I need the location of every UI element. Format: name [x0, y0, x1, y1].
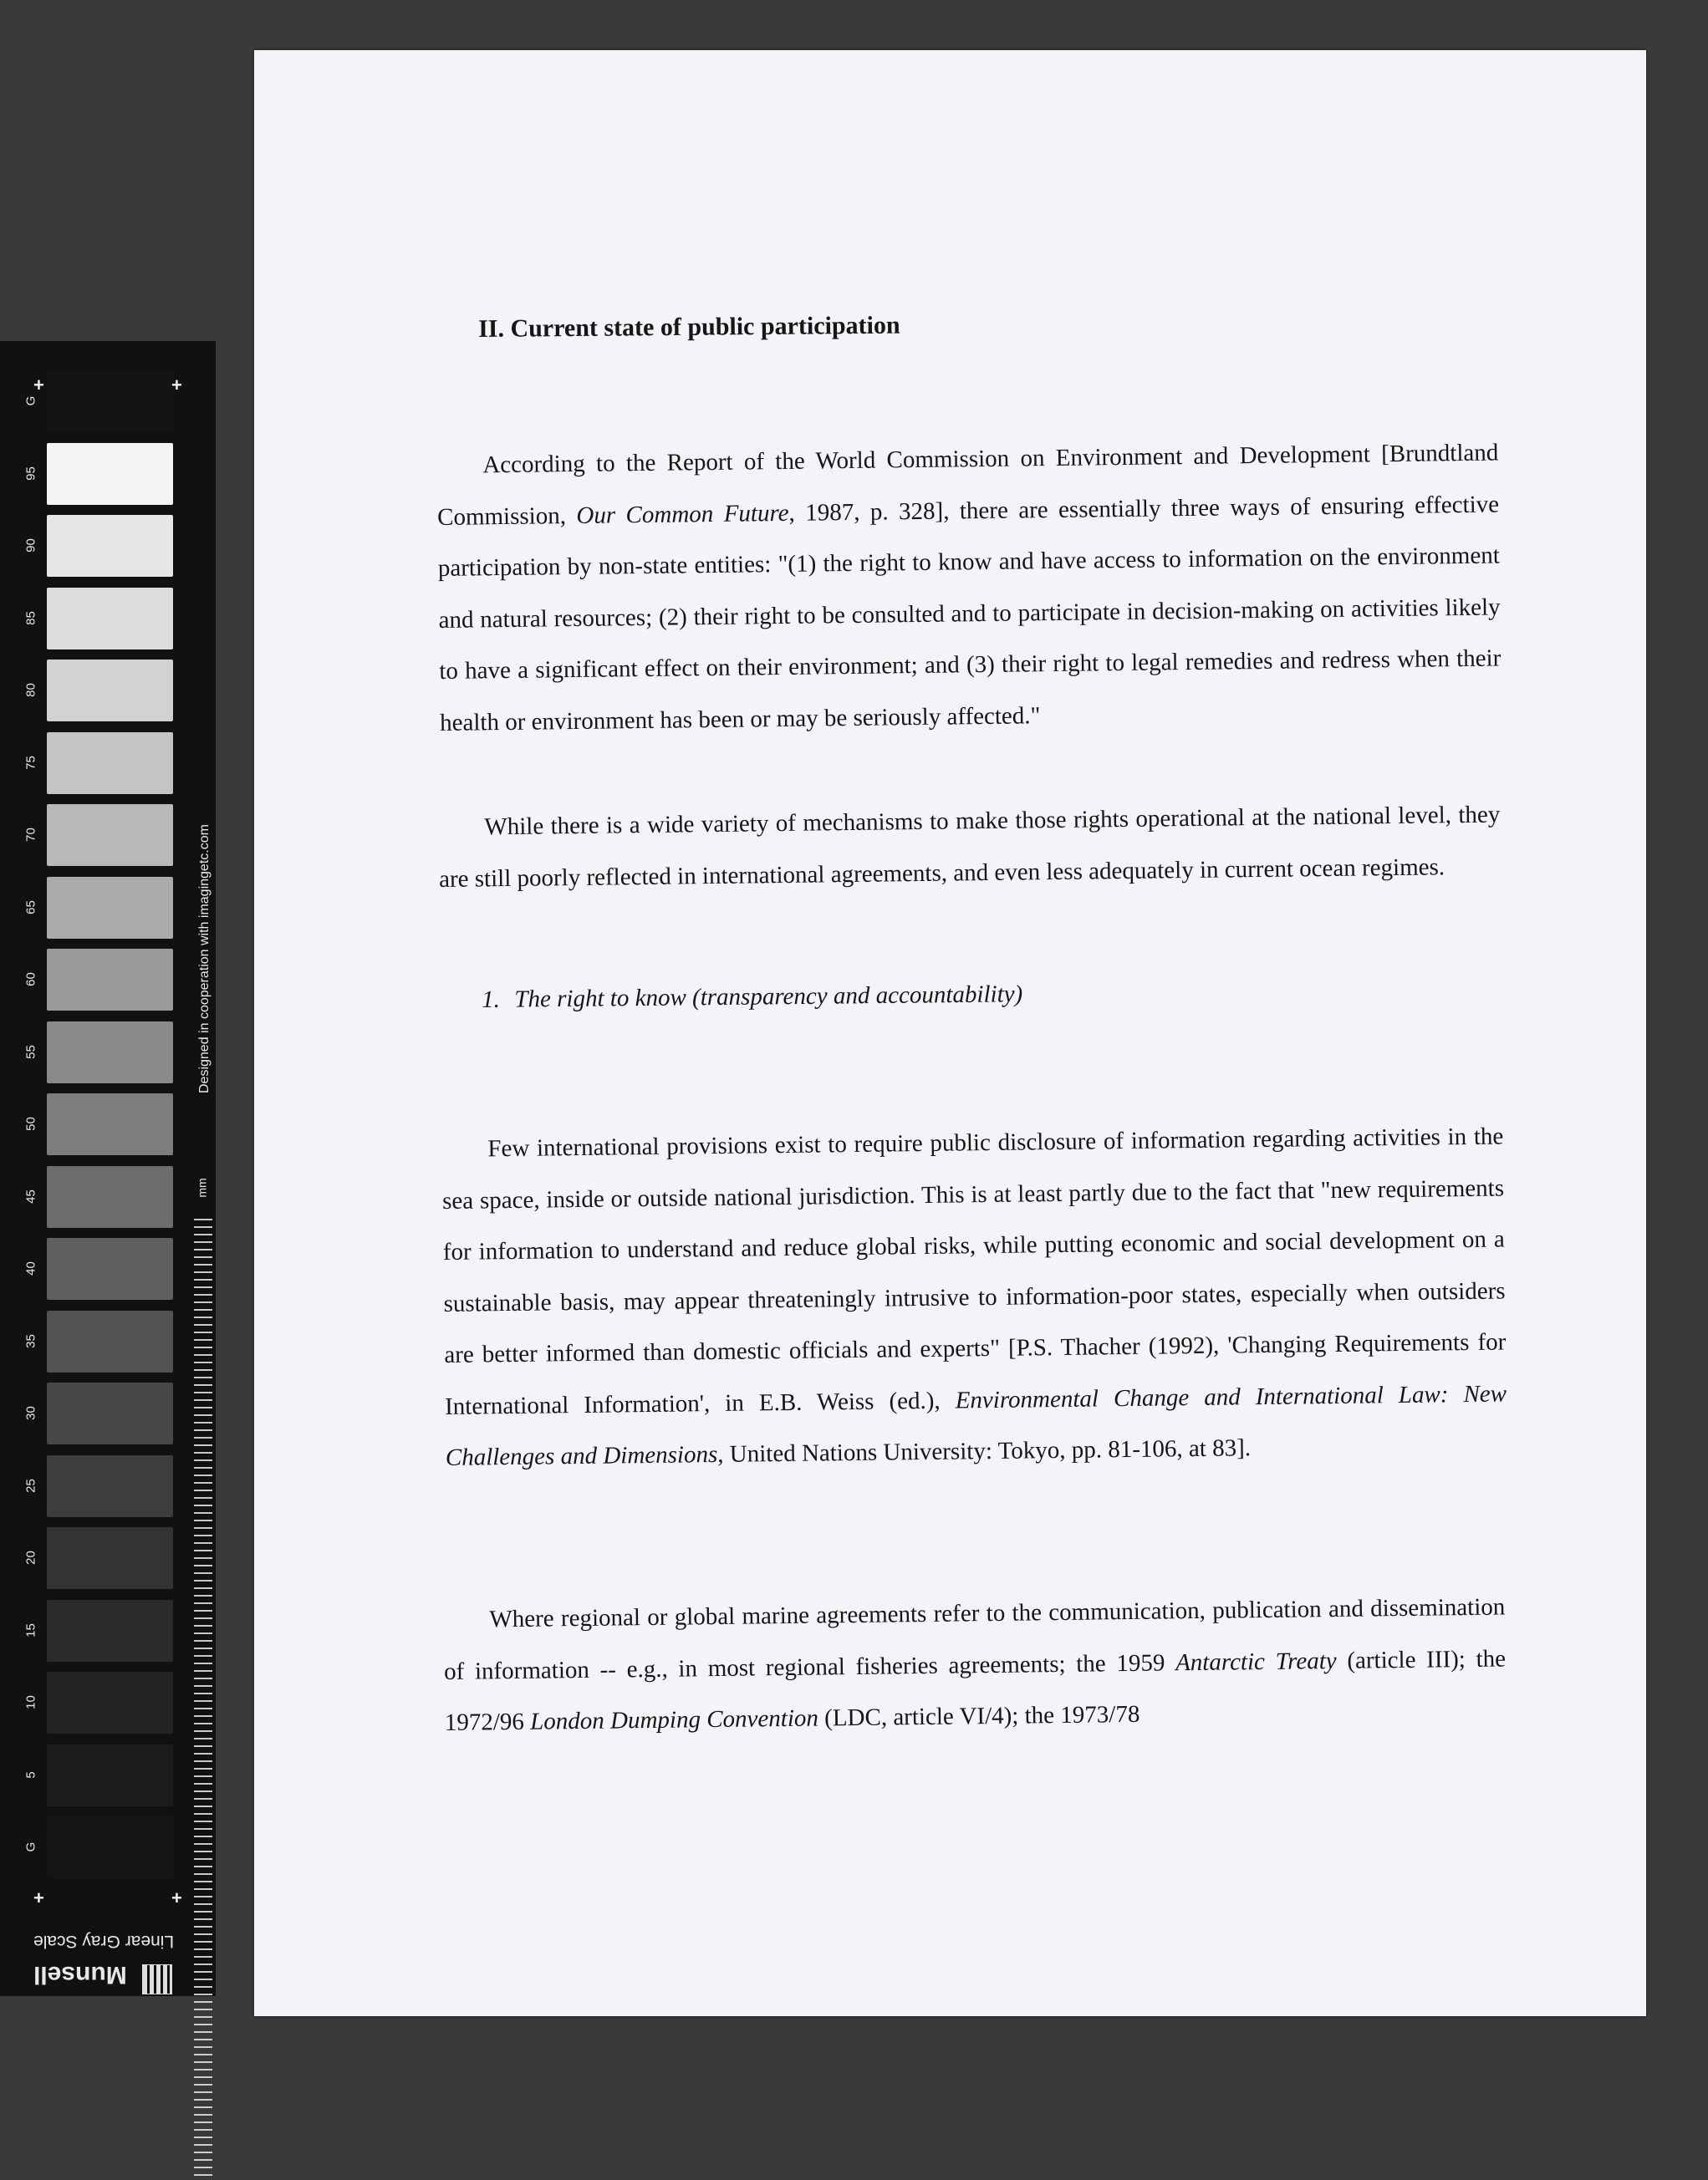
gray-level-label: 60 — [23, 972, 38, 986]
gray-level-label: G — [23, 395, 38, 406]
para3-text: Few international provisions exist to require public disclosure of information regarding activities in the sea space, inside or outside national jurisdiction. This is at least partly due to the fact that "new requirements for information to understand and reduce global risks, while putting economic and social development on a sustainable basis, may appear threateningly intrusive to information-poor states, especially when outsiders are better informed than domestic officials and experts" [P.S. Thacher (1992), 'Changing Requirements for International Information', in E.B. Weiss (ed.), — [441, 1123, 1507, 1420]
para1-text-cont: , 1987, p. 328], there are essentially three ways of ensuring effective participation by non-state entities: "(1) the right to know and have access to information on the environment and natural resources; (2) their right to be consulted and to participate in decision-making on activities likely to have a significant effect on their environment; and (3) their right to legal remedies and redress when their health or environment has been or may be seriously affected." — [437, 490, 1502, 736]
gray-level-label: 95 — [23, 466, 38, 481]
strip-title: Linear Gray Scale — [33, 1932, 175, 1951]
gray-patch — [47, 1527, 173, 1589]
registration-mark: + — [171, 374, 182, 395]
gray-level-label: 70 — [23, 828, 38, 842]
registration-mark: + — [33, 1887, 44, 1908]
gray-patch — [47, 1093, 173, 1155]
gray-patch — [47, 370, 173, 432]
gray-patch — [47, 443, 173, 505]
gray-patch — [47, 1238, 173, 1300]
gray-scale-strip — [0, 341, 216, 1996]
convention-title: London Dumping Convention — [529, 1704, 819, 1735]
gray-level-label: 55 — [23, 1044, 38, 1059]
munsell-logo-text: Munsell — [33, 1961, 127, 1989]
section-heading: II. Current state of public participation — [478, 311, 900, 343]
gray-level-label: 90 — [23, 538, 38, 553]
mm-ruler — [194, 1219, 212, 2180]
gray-level-label: 15 — [23, 1622, 38, 1638]
para4-text-cont: (article III); the 1972/96 — [444, 1644, 1507, 1736]
subsection-heading — [482, 980, 1022, 1014]
gray-level-label: 50 — [23, 1117, 38, 1131]
gray-patch — [47, 877, 173, 939]
treaty-title: Antarctic Treaty — [1175, 1647, 1337, 1676]
gray-patch — [47, 949, 173, 1011]
para3-text-cont: , United Nations University: Tokyo, pp. 81-106, at 83]. — [717, 1434, 1252, 1468]
gray-patch — [47, 1166, 173, 1228]
gray-level-label: 80 — [23, 683, 38, 697]
document-page — [254, 50, 1646, 2016]
registration-mark: + — [33, 374, 44, 395]
gray-level-label: 45 — [23, 1189, 38, 1204]
gray-level-label: 65 — [23, 899, 38, 914]
gray-patch — [47, 1816, 173, 1878]
gray-level-label: 25 — [23, 1478, 38, 1493]
gray-patch — [47, 1745, 173, 1806]
gray-patch — [47, 1383, 173, 1444]
gray-level-label: 30 — [23, 1406, 38, 1420]
gray-level-label: G — [23, 1841, 38, 1852]
strip-credit-text: Designed in cooperation with imagingetc.com — [197, 824, 212, 1093]
paragraph-2 — [438, 789, 1501, 905]
para4-text-end: (LDC, article VI/4); the 1973/78 — [818, 1700, 1140, 1732]
gray-patch — [47, 1455, 173, 1517]
paragraph-1 — [436, 427, 1502, 748]
book-title: Environmental Change and International Law: New Challenges and Dimensions — [445, 1379, 1507, 1471]
para2-text: While there is a wide variety of mechanisms to make those rights operational at the national level, they are still poorly reflected in international agreements, and even less adequately in current ocean regimes. — [438, 801, 1501, 893]
gray-patch — [47, 1600, 173, 1662]
paragraph-3 — [441, 1111, 1507, 1484]
para1-text: According to the Report of the World Commission on Environment and Development [Brundtland Commission, — [436, 439, 1499, 531]
gray-patch — [47, 515, 173, 577]
munsell-logo-icon — [142, 1964, 172, 1994]
subsection-title: The right to know (transparency and accountability) — [514, 980, 1023, 1013]
gray-level-label: 10 — [23, 1695, 38, 1709]
gray-patch — [47, 804, 173, 866]
book-title: Our Common Future — [576, 499, 789, 529]
gray-level-label: 40 — [23, 1261, 38, 1276]
gray-level-label: 35 — [23, 1333, 38, 1348]
gray-patch — [47, 1021, 173, 1083]
gray-level-label: 5 — [23, 1770, 38, 1779]
para4-text: Where regional or global marine agreements refer to the communication, publication and dissemination of information -- e.g., in most regional fisheries agreements; the 1959 — [443, 1593, 1506, 1685]
subsection-number: 1. — [482, 986, 501, 1013]
gray-level-label: 75 — [23, 755, 38, 770]
gray-level-label: 20 — [23, 1551, 38, 1565]
registration-mark: + — [171, 1887, 182, 1908]
gray-level-label: 85 — [23, 610, 38, 625]
gray-patch — [47, 732, 173, 794]
mm-label: mm — [195, 1178, 209, 1198]
gray-patch — [47, 588, 173, 649]
gray-patch — [47, 1672, 173, 1734]
gray-patch — [47, 660, 173, 721]
gray-patch — [47, 1311, 173, 1373]
paragraph-4 — [443, 1582, 1507, 1749]
